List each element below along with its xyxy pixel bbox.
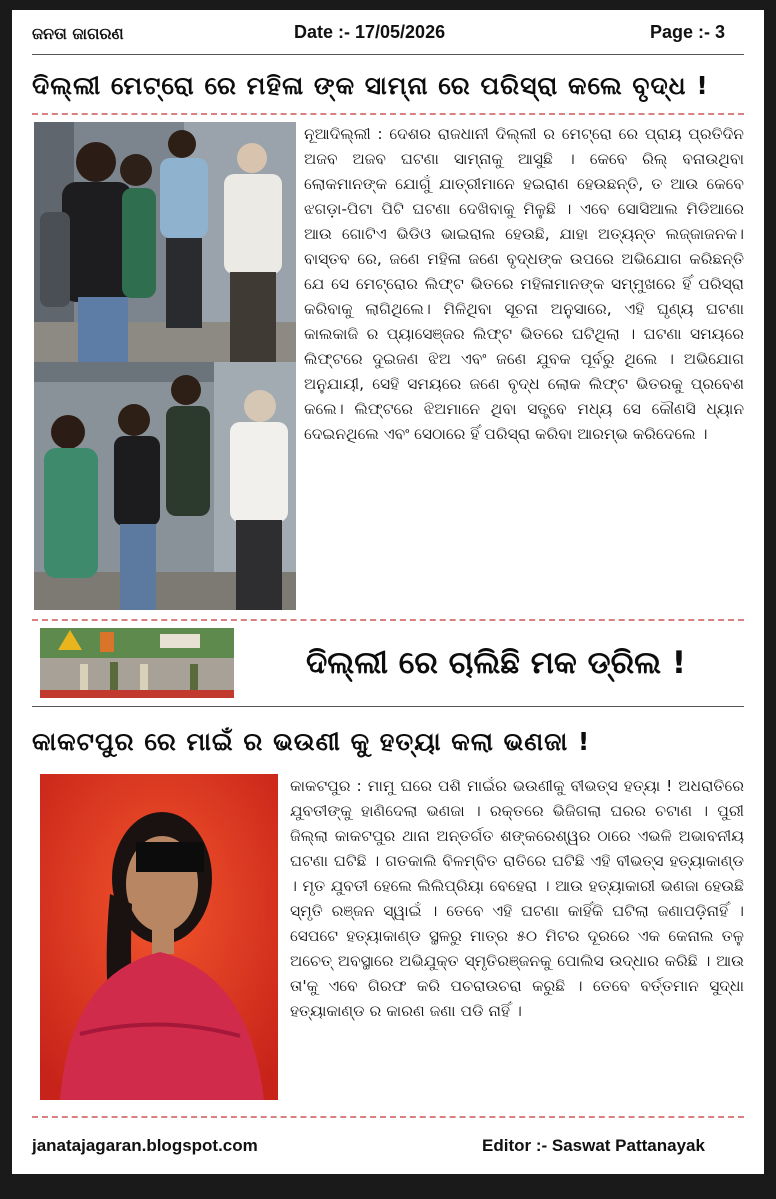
victim-photo: [40, 774, 278, 1100]
newspaper-page: [12, 10, 764, 1174]
divider-2: [32, 619, 744, 621]
metro-lift-photo-2: [34, 362, 296, 610]
divider-3: [32, 706, 744, 707]
website-link[interactable]: janatajagaran.blogspot.com: [32, 1136, 258, 1155]
mock-drill-photo: [40, 628, 234, 698]
masthead: ଜନତା ଜାଗରଣ: [32, 24, 124, 43]
issue-date: Date :- 17/05/2026: [294, 22, 446, 42]
page-header: [12, 10, 764, 54]
page-number: Page :- 3: [650, 22, 726, 42]
divider-1: [32, 113, 744, 115]
article2-headline: ଦିଲ୍ଲୀ ରେ ଚାଲିଛି ମକ ଡ୍ରିଲ !: [305, 645, 687, 681]
article3-headline: କାକଟପୁର ରେ ମାଇଁ ର ଭଉଣୀ କୁ ହତ୍ୟା କଲା ଭଣଜା !: [32, 727, 591, 756]
metro-lift-photo-1: [34, 122, 296, 362]
article3-body: କାକଟପୁର : ମାମୁ ଘରେ ପଶି ମାଇଁର ଭଉଣୀକୁ ବୀଭତ୍ସ ହତ୍ୟା ! ଅଧରାତିରେ ଯୁବତୀଙ୍କୁ ହାଣିଦେଲା ଭଣଜା । ରକ୍ତରେ ଭିଜିଗଲା ଘରର ଚଟାଣ । ପୁରୀ ଜିଲ୍ଲା କାକଟପୁର ଥାନା ଅନ୍ତର୍ଗତ ଶଙ୍କରେଶ୍ୱର ଠାରେ ଏଭଳି ଅଭାବନୀୟ ଘଟଣା ଘଟିଛି । ଗତକାଲି ବିଳମ୍ବିତ ରାତିରେ ଘଟିଛି ଏହି ବୀଭତ୍ସ ହତ୍ୟାକାଣ୍ଡ । ମୃତ ଯୁବତୀ ହେଲେ ଲିଲିପ୍ରିୟା ବେହେରା । ଆଉ ହତ୍ୟାକାରୀ ଭଣଜା ହେଉଛି ସ୍ମୃତି ରଞ୍ଜନ ସ୍ୱାଇଁ । ତେବେ ଏହି ଘଟଣା କାହିଁକି ଘଟିଲା ଜଣାପଡ଼ିନାହିଁ । ସେପଟେ ହତ୍ୟାକାଣ୍ଡ ସ୍ଥଳରୁ ମାତ୍ର ୫୦ ମିଟର ଦୂରରେ ଏକ କେନାଲ ତଳୁ ଅଚେତ୍ ଅବସ୍ଥାରେ ଅଭିଯୁକ୍ତ ସ୍ମୃତିରଞ୍ଜନକୁ ପୋଲିସ ଉଦ୍ଧାର କରିଛି । ଆଉ ତା'କୁ ଏବେ ଗିରଫ କରି ପଚରାଉଚରା କରୁଛି । ତେବେ ବର୍ତ୍ତମାନ ସୁଦ୍ଧା ହତ୍ୟାକାଣ୍ଡ ର କାରଣ ଜଣା ପଡି ନାହିଁ ।: [290, 777, 744, 1020]
divider-4: [32, 1116, 744, 1118]
article1-headline: ଦିଲ୍ଲୀ ମେଟ୍ରୋ ରେ ମହିଳା ଙ୍କ ସାମ୍ନା ରେ ପରିସ୍ରା କଲେ ବୃଦ୍ଧ !: [32, 71, 709, 100]
header-rule: [32, 54, 744, 55]
article1-body: ନୂଆଦିଲ୍ଲୀ : ଦେଶର ରାଜଧାନୀ ଦିଲ୍ଲୀ ର ମେଟ୍ରୋ ରେ ପ୍ରାୟ ପ୍ରତିଦିନ ଅଜବ ଅଜବ ଘଟଣା ସାମ୍ନାକୁ ଆସୁଛି । କେବେ ରିଲ୍ ବନାଉଥିବା ଲୋକମାନଙ୍କ ଯୋଗୁଁ ଯାତ୍ରୀମାନେ ହଇରାଣ ହେଉଛନ୍ତି, ତ ଆଉ କେବେ ଝଗଡ଼ା-ପିଟା ପିଟି ଘଟଣା ଦେଖିବାକୁ ମିଳୁଛି । ଏବେ ସୋସିଆଲ ମିଡିଆରେ ଆଉ ଗୋଟିଏ ଭିଡିଓ ଭାଇରାଲ ହେଉଛି, ଯାହା ଅତ୍ୟନ୍ତ ଲଜ୍ଜାଜନକ। ବାସ୍ତବ ରେ, ଜଣେ ମହିଳା ଜଣେ ବୃଦ୍ଧଙ୍କ ଉପରେ ଅଭିଯୋଗ କରିଛନ୍ତି ଯେ ସେ ମେଟ୍ରୋର ଲିଫ୍ଟ ଭିତରେ ମହିଳାମାନଙ୍କ ସମ୍ମୁଖରେ ହିଁ ପରିସ୍ରା କରିବାକୁ ଲାଗିଥିଲେ। ମିଳିଥିବା ସୂଚନା ଅନୁସାରେ, ଏହି ଘୃଣ୍ୟ ଘଟଣା କାଲକାଜି ର ପ୍ୟାସେଞ୍ଜର ଲିଫ୍ଟ ଭିତରେ ଘଟିଥିଲା । ଘଟଣା ସମୟରେ ଲିଫ୍ଟରେ ଦୁଇଜଣ ଝିଅ ଏବଂ ଜଣେ ଯୁବକ ପୂର୍ବରୁ ଥିଲେ । ଅଭିଯୋଗ ଅନୁଯାୟୀ, ସେହି ସମୟରେ ଜଣେ ବୃଦ୍ଧ ଲୋକ ଲିଫ୍ଟ ଭିତରକୁ ପ୍ରବେଶ କଲେ। ଲିଫ୍ଟରେ ଝିଅମାନେ ଥିବା ସତ୍ତ୍ବେ ମଧ୍ୟ ସେ କୌଣସି ଧ୍ୟାନ ଦେଇନଥିଲେ ଏବଂ ସେଠାରେ ହିଁ ପରିସ୍ରା କରିବା ଆରମ୍ଭ କରିଦେଲେ ।: [304, 125, 744, 443]
editor-credit: Editor :- Saswat Pattanayak: [482, 1136, 705, 1155]
